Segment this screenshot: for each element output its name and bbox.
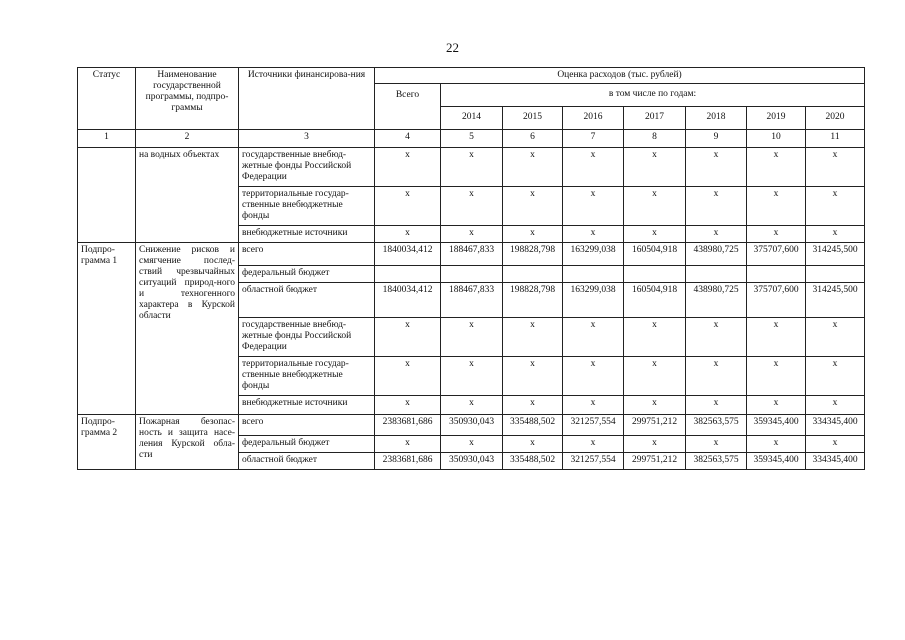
header-by-years: в том числе по годам:: [441, 84, 865, 107]
value-year-cell: x: [747, 396, 806, 415]
table-row: [78, 243, 865, 266]
value-total-cell: x: [375, 396, 441, 415]
header-year-2019: 2019: [747, 107, 806, 130]
value-total-cell: x: [375, 148, 441, 187]
column-number: 8: [624, 130, 686, 148]
value-total-cell: 2383681,686: [375, 415, 441, 436]
value-year-cell: x: [441, 357, 503, 396]
value-year-cell: [624, 266, 686, 283]
value-year-cell: [503, 266, 563, 283]
value-year-cell: 382563,575: [686, 415, 747, 436]
header-total: Всего: [375, 84, 441, 130]
header-year-2016: 2016: [563, 107, 624, 130]
value-year-cell: x: [624, 436, 686, 453]
program-name-cell: на водных объектах: [136, 148, 239, 243]
value-year-cell: x: [747, 226, 806, 243]
value-year-cell: x: [686, 318, 747, 357]
value-year-cell: 321257,554: [563, 453, 624, 470]
value-year-cell: x: [503, 187, 563, 226]
program-name-cell: Пожарная безопас-ность и защита насе-ления Курской обла-сти: [136, 415, 239, 470]
header-year-2017: 2017: [624, 107, 686, 130]
value-year-cell: x: [441, 436, 503, 453]
value-year-cell: x: [563, 357, 624, 396]
value-year-cell: x: [806, 318, 865, 357]
value-year-cell: 321257,554: [563, 415, 624, 436]
value-total-cell: [375, 266, 441, 283]
value-total-cell: 2383681,686: [375, 453, 441, 470]
value-year-cell: 350930,043: [441, 415, 503, 436]
funding-source-cell: всего: [239, 243, 375, 266]
value-year-cell: x: [624, 226, 686, 243]
value-year-cell: 163299,038: [563, 243, 624, 266]
funding-source-cell: государственные внебюд-жетные фонды Российской Федерации: [239, 148, 375, 187]
value-year-cell: 438980,725: [686, 243, 747, 266]
funding-source-cell: областной бюджет: [239, 453, 375, 470]
value-year-cell: x: [686, 436, 747, 453]
table-row: [78, 148, 865, 187]
value-year-cell: x: [441, 318, 503, 357]
value-year-cell: x: [686, 226, 747, 243]
value-year-cell: [441, 266, 503, 283]
value-year-cell: 299751,212: [624, 415, 686, 436]
value-year-cell: x: [747, 318, 806, 357]
value-year-cell: 198828,798: [503, 243, 563, 266]
value-year-cell: x: [624, 148, 686, 187]
value-year-cell: x: [806, 148, 865, 187]
value-total-cell: x: [375, 187, 441, 226]
header-year-2020: 2020: [806, 107, 865, 130]
value-year-cell: 335488,502: [503, 415, 563, 436]
funding-source-cell: территориальные государ-ственные внебюджетные фонды: [239, 357, 375, 396]
value-year-cell: x: [806, 357, 865, 396]
column-number: 11: [806, 130, 865, 148]
header-status: Статус: [78, 68, 136, 130]
value-year-cell: x: [503, 226, 563, 243]
value-year-cell: x: [563, 226, 624, 243]
column-number: 3: [239, 130, 375, 148]
funding-source-cell: федеральный бюджет: [239, 266, 375, 283]
column-number: 2: [136, 130, 239, 148]
value-year-cell: x: [563, 187, 624, 226]
column-number: 10: [747, 130, 806, 148]
value-year-cell: x: [563, 396, 624, 415]
value-year-cell: 188467,833: [441, 283, 503, 318]
header-row-1: [78, 68, 865, 84]
value-total-cell: 1840034,412: [375, 243, 441, 266]
value-year-cell: 359345,400: [747, 415, 806, 436]
value-year-cell: [563, 266, 624, 283]
value-year-cell: 163299,038: [563, 283, 624, 318]
value-year-cell: x: [624, 318, 686, 357]
funding-source-cell: внебюджетные источники: [239, 396, 375, 415]
value-year-cell: x: [624, 187, 686, 226]
value-year-cell: x: [503, 148, 563, 187]
column-number: 4: [375, 130, 441, 148]
value-year-cell: 198828,798: [503, 283, 563, 318]
value-year-cell: 314245,500: [806, 283, 865, 318]
value-total-cell: x: [375, 318, 441, 357]
table-body: [78, 148, 865, 470]
funding-source-cell: территориальные государ-ственные внебюджетные фонды: [239, 187, 375, 226]
value-year-cell: x: [441, 148, 503, 187]
value-year-cell: x: [563, 436, 624, 453]
value-total-cell: x: [375, 226, 441, 243]
value-year-cell: x: [686, 187, 747, 226]
value-year-cell: x: [747, 148, 806, 187]
funding-source-cell: федеральный бюджет: [239, 436, 375, 453]
value-year-cell: x: [686, 148, 747, 187]
funding-source-cell: областной бюджет: [239, 283, 375, 318]
value-year-cell: x: [503, 318, 563, 357]
value-year-cell: x: [441, 226, 503, 243]
header-funding-sources: Источники финансирова-ния: [239, 68, 375, 130]
column-number: 7: [563, 130, 624, 148]
value-year-cell: x: [624, 396, 686, 415]
table-row: [78, 415, 865, 436]
value-year-cell: 314245,500: [806, 243, 865, 266]
value-year-cell: 334345,400: [806, 415, 865, 436]
value-year-cell: 334345,400: [806, 453, 865, 470]
value-year-cell: x: [441, 396, 503, 415]
value-year-cell: x: [747, 187, 806, 226]
status-cell: Подпро-грамма 2: [78, 415, 136, 470]
value-year-cell: 350930,043: [441, 453, 503, 470]
value-year-cell: 375707,600: [747, 243, 806, 266]
value-year-cell: x: [806, 226, 865, 243]
value-year-cell: x: [624, 357, 686, 396]
expenditure-table: [77, 67, 865, 470]
header-year-2018: 2018: [686, 107, 747, 130]
value-year-cell: 188467,833: [441, 243, 503, 266]
value-year-cell: x: [747, 357, 806, 396]
status-cell: [78, 148, 136, 243]
funding-source-cell: всего: [239, 415, 375, 436]
column-numbers-row: [78, 130, 865, 148]
value-year-cell: 382563,575: [686, 453, 747, 470]
value-year-cell: 160504,918: [624, 283, 686, 318]
value-year-cell: 359345,400: [747, 453, 806, 470]
value-total-cell: 1840034,412: [375, 283, 441, 318]
value-year-cell: x: [503, 436, 563, 453]
funding-source-cell: государственные внебюд-жетные фонды Российской Федерации: [239, 318, 375, 357]
column-number: 1: [78, 130, 136, 148]
value-year-cell: [747, 266, 806, 283]
value-year-cell: 335488,502: [503, 453, 563, 470]
value-total-cell: x: [375, 436, 441, 453]
column-number: 9: [686, 130, 747, 148]
value-year-cell: x: [747, 436, 806, 453]
column-number: 6: [503, 130, 563, 148]
value-year-cell: 438980,725: [686, 283, 747, 318]
header-year-2014: 2014: [441, 107, 503, 130]
header-expense-estimate: Оценка расходов (тыс. рублей): [375, 68, 865, 84]
value-year-cell: x: [806, 396, 865, 415]
status-cell: Подпро-грамма 1: [78, 243, 136, 415]
value-year-cell: x: [806, 436, 865, 453]
value-year-cell: x: [806, 187, 865, 226]
value-year-cell: x: [563, 148, 624, 187]
value-year-cell: x: [503, 357, 563, 396]
value-year-cell: x: [441, 187, 503, 226]
value-year-cell: x: [563, 318, 624, 357]
value-total-cell: x: [375, 357, 441, 396]
column-number: 5: [441, 130, 503, 148]
value-year-cell: x: [686, 357, 747, 396]
value-year-cell: [806, 266, 865, 283]
value-year-cell: 299751,212: [624, 453, 686, 470]
value-year-cell: 375707,600: [747, 283, 806, 318]
header-program-name: Наименование государственной программы, подпро-граммы: [136, 68, 239, 130]
funding-source-cell: внебюджетные источники: [239, 226, 375, 243]
value-year-cell: x: [503, 396, 563, 415]
value-year-cell: [686, 266, 747, 283]
page-number: 22: [446, 40, 459, 55]
value-year-cell: 160504,918: [624, 243, 686, 266]
program-name-cell: Снижение рисков и смягчение послед-ствий чрезвычайных ситуаций природ-ного и техногенного характера в Курской области: [136, 243, 239, 415]
value-year-cell: x: [686, 396, 747, 415]
header-year-2015: 2015: [503, 107, 563, 130]
